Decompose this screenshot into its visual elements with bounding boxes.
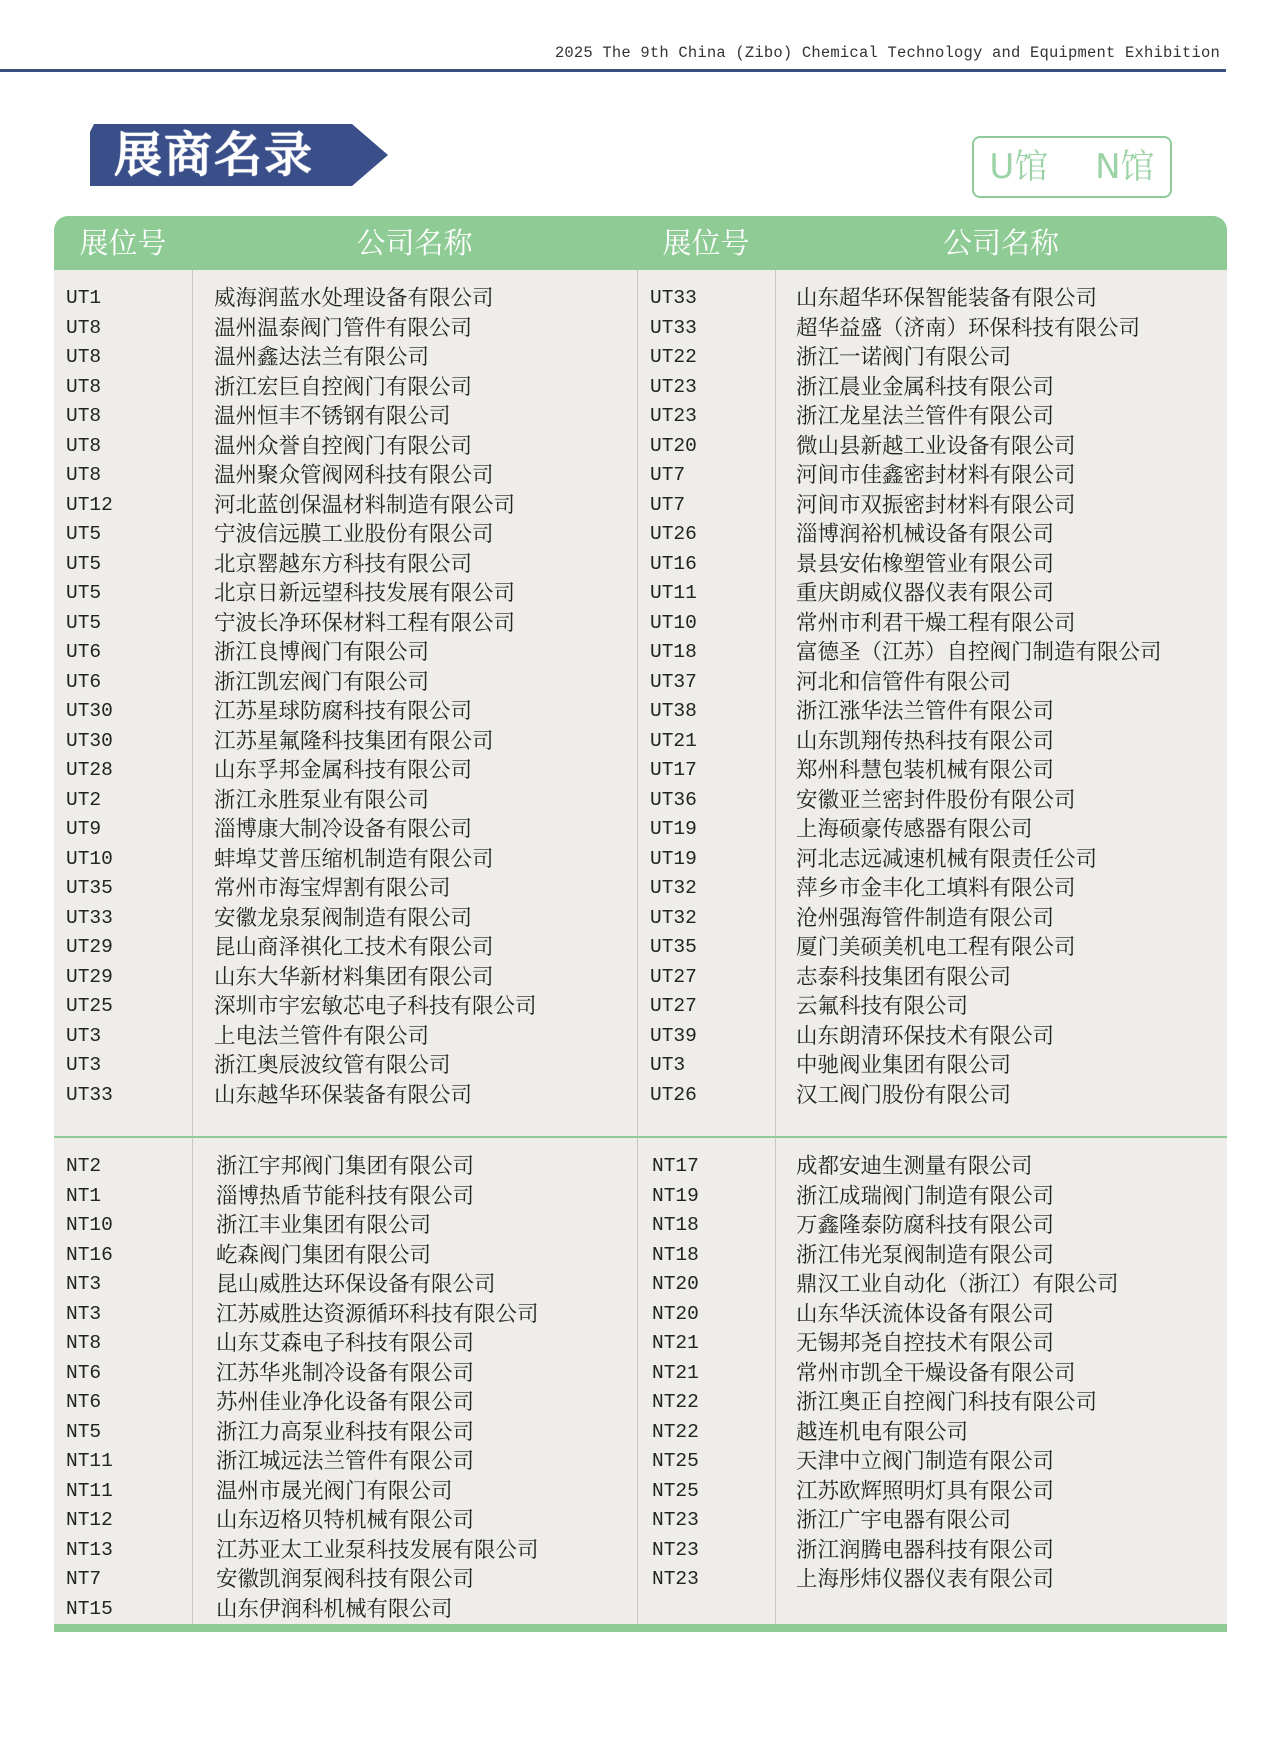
company-name: 山东迈格贝特机械有限公司 bbox=[216, 1508, 475, 1533]
booth-number: UT3 bbox=[66, 1024, 102, 1047]
company-name: 安徽凯润泵阀科技有限公司 bbox=[216, 1567, 475, 1592]
booth-number: NT19 bbox=[652, 1184, 699, 1207]
header-company-left: 公司名称 bbox=[356, 226, 473, 260]
company-name: 宁波长净环保材料工程有限公司 bbox=[214, 610, 516, 636]
company-name: 浙江一诺阀门有限公司 bbox=[796, 345, 1012, 370]
booth-number: UT8 bbox=[66, 434, 102, 457]
company-name: 蚌埠艾普压缩机制造有限公司 bbox=[214, 846, 494, 872]
booth-number: NT5 bbox=[66, 1420, 102, 1443]
company-name: 浙江成瑞阀门制造有限公司 bbox=[796, 1183, 1055, 1209]
booth-number: UT7 bbox=[650, 464, 686, 486]
booth-number: UT8 bbox=[66, 346, 102, 368]
booth-number: UT6 bbox=[66, 641, 102, 663]
company-name: 上海彤炜仪器仪表有限公司 bbox=[796, 1567, 1055, 1592]
company-name: 江苏华兆制冷设备有限公司 bbox=[216, 1360, 475, 1386]
company-name: 温州温泰阀门管件有限公司 bbox=[214, 315, 473, 341]
exhibition-title: 2025 The 9th China (Zibo) Chemical Technology and Equipment Exhibition bbox=[554, 44, 1220, 62]
company-name: 无锡邦尧自控技术有限公司 bbox=[796, 1331, 1055, 1356]
header-rule bbox=[0, 69, 1226, 72]
company-name: 浙江凯宏阀门有限公司 bbox=[214, 669, 430, 695]
company-name: 浙江涨华法兰管件有限公司 bbox=[796, 699, 1055, 724]
company-name: 浙江宏巨自控阀门有限公司 bbox=[214, 374, 473, 400]
company-name: 昆山商泽祺化工技术有限公司 bbox=[214, 935, 494, 960]
booth-number: NT25 bbox=[652, 1479, 699, 1502]
company-name: 威海润蓝水处理设备有限公司 bbox=[214, 286, 494, 311]
booth-number: NT3 bbox=[66, 1302, 102, 1325]
company-name: 宁波信远膜工业股份有限公司 bbox=[214, 522, 494, 547]
company-name: 浙江力高泵业科技有限公司 bbox=[216, 1419, 475, 1445]
company-name: 云氟科技有限公司 bbox=[796, 994, 969, 1019]
company-name: 浙江良博阀门有限公司 bbox=[214, 640, 430, 665]
booth-number: UT5 bbox=[66, 582, 102, 604]
booth-number: UT19 bbox=[650, 847, 697, 870]
company-name: 萍乡市金丰化工填料有限公司 bbox=[796, 876, 1076, 901]
company-name: 沧州强海管件制造有限公司 bbox=[796, 905, 1055, 931]
company-name: 深圳市宇宏敏芯电子科技有限公司 bbox=[214, 994, 537, 1019]
booth-number: NT3 bbox=[66, 1273, 102, 1295]
booth-number: UT7 bbox=[650, 493, 686, 516]
booth-number: NT18 bbox=[652, 1243, 699, 1266]
company-name: 郑州科慧包装机械有限公司 bbox=[796, 758, 1055, 783]
booth-number: NT23 bbox=[652, 1568, 699, 1590]
booth-number: UT8 bbox=[66, 405, 102, 427]
booth-number: NT15 bbox=[66, 1597, 113, 1620]
company-name: 昆山威胜达环保设备有限公司 bbox=[216, 1272, 496, 1297]
company-name: 河间市佳鑫密封材料有限公司 bbox=[796, 463, 1076, 488]
booth-number: UT27 bbox=[650, 965, 697, 988]
company-name: 浙江丰业集团有限公司 bbox=[216, 1213, 432, 1238]
booth-number: NT11 bbox=[66, 1450, 113, 1472]
company-name: 中驰阀业集团有限公司 bbox=[796, 1053, 1012, 1078]
company-name: 浙江伟光泵阀制造有限公司 bbox=[796, 1242, 1055, 1268]
booth-number: UT32 bbox=[650, 877, 697, 899]
company-name: 淄博润裕机械设备有限公司 bbox=[796, 522, 1055, 547]
column-divider bbox=[192, 270, 193, 1624]
exhibitor-directory-banner bbox=[90, 124, 390, 186]
company-name: 上海硕豪传感器有限公司 bbox=[796, 817, 1033, 842]
booth-number: NT8 bbox=[66, 1332, 102, 1354]
header-booth-left: 展位号 bbox=[79, 226, 167, 260]
company-name: 浙江奥正自控阀门科技有限公司 bbox=[796, 1390, 1098, 1415]
booth-number: UT18 bbox=[650, 641, 697, 663]
booth-number: UT9 bbox=[66, 818, 102, 840]
company-name: 山东凯翔传热科技有限公司 bbox=[796, 728, 1055, 754]
booth-number: NT21 bbox=[652, 1332, 699, 1354]
company-name: 山东超华环保智能装备有限公司 bbox=[796, 286, 1098, 311]
company-name: 浙江奥辰波纹管有限公司 bbox=[214, 1053, 451, 1078]
company-name: 北京罂越东方科技有限公司 bbox=[214, 551, 473, 577]
company-name: 浙江润腾电器科技有限公司 bbox=[796, 1537, 1055, 1563]
company-name: 河间市双振密封材料有限公司 bbox=[796, 492, 1076, 518]
company-name: 淄博康大制冷设备有限公司 bbox=[214, 817, 473, 842]
company-name: 重庆朗威仪器仪表有限公司 bbox=[796, 581, 1055, 606]
booth-number: UT8 bbox=[66, 316, 102, 339]
company-name: 屹森阀门集团有限公司 bbox=[216, 1242, 432, 1268]
booth-number: UT1 bbox=[66, 287, 102, 309]
company-name: 浙江龙星法兰管件有限公司 bbox=[796, 404, 1055, 429]
booth-number: UT25 bbox=[66, 995, 113, 1017]
booth-number: UT17 bbox=[650, 759, 697, 781]
booth-number: UT6 bbox=[66, 670, 102, 693]
booth-number: UT36 bbox=[650, 788, 697, 811]
booth-number: NT16 bbox=[66, 1243, 113, 1266]
company-name: 北京日新远望科技发展有限公司 bbox=[214, 581, 516, 606]
company-name: 浙江永胜泵业有限公司 bbox=[214, 787, 430, 813]
company-name: 上电法兰管件有限公司 bbox=[214, 1023, 430, 1049]
company-name: 山东孚邦金属科技有限公司 bbox=[214, 758, 473, 783]
booth-number: UT10 bbox=[650, 611, 697, 634]
booth-number: NT10 bbox=[66, 1214, 113, 1236]
booth-number: UT33 bbox=[66, 906, 113, 929]
company-name: 浙江宇邦阀门集团有限公司 bbox=[216, 1154, 475, 1179]
booth-number: UT23 bbox=[650, 375, 697, 398]
booth-number: NT22 bbox=[652, 1420, 699, 1443]
company-name: 淄博热盾节能科技有限公司 bbox=[216, 1183, 475, 1209]
company-name: 苏州佳业净化设备有限公司 bbox=[216, 1390, 475, 1415]
company-name: 常州市凯全干燥设备有限公司 bbox=[796, 1360, 1076, 1386]
company-name: 安徽龙泉泵阀制造有限公司 bbox=[214, 905, 473, 931]
booth-number: UT37 bbox=[650, 670, 697, 693]
company-name: 山东大华新材料集团有限公司 bbox=[214, 964, 494, 990]
company-name: 志泰科技集团有限公司 bbox=[796, 964, 1012, 990]
company-name: 浙江晨业金属科技有限公司 bbox=[796, 374, 1055, 400]
booth-number: NT25 bbox=[652, 1450, 699, 1472]
company-name: 鼎汉工业自动化（浙江）有限公司 bbox=[796, 1272, 1119, 1297]
booth-number: UT26 bbox=[650, 523, 697, 545]
company-name: 景县安佑橡塑管业有限公司 bbox=[796, 551, 1055, 577]
booth-number: UT32 bbox=[650, 906, 697, 929]
booth-number: NT23 bbox=[652, 1538, 699, 1561]
booth-number: UT16 bbox=[650, 552, 697, 575]
company-name: 汉工阀门股份有限公司 bbox=[796, 1082, 1012, 1108]
company-name: 微山县新越工业设备有限公司 bbox=[796, 433, 1076, 459]
company-name: 江苏星球防腐科技有限公司 bbox=[214, 699, 473, 724]
company-name: 超华益盛（济南）环保科技有限公司 bbox=[796, 315, 1141, 341]
company-name: 浙江广宇电器有限公司 bbox=[796, 1508, 1012, 1533]
booth-number: NT18 bbox=[652, 1214, 699, 1236]
booth-number: UT30 bbox=[66, 729, 113, 752]
booth-number: UT12 bbox=[66, 493, 113, 516]
company-name: 常州市利君干燥工程有限公司 bbox=[796, 610, 1076, 636]
booth-number: UT33 bbox=[66, 1083, 113, 1106]
company-name: 江苏星氟隆科技集团有限公司 bbox=[214, 728, 494, 754]
booth-number: NT2 bbox=[66, 1155, 102, 1177]
booth-number: UT33 bbox=[650, 316, 697, 339]
company-name: 安徽亚兰密封件股份有限公司 bbox=[796, 787, 1076, 813]
booth-number: UT30 bbox=[66, 700, 113, 722]
company-name: 浙江城远法兰管件有限公司 bbox=[216, 1449, 475, 1474]
booth-number: NT11 bbox=[66, 1479, 113, 1502]
booth-number: UT5 bbox=[66, 523, 102, 545]
booth-number: NT1 bbox=[66, 1184, 102, 1207]
company-name: 越连机电有限公司 bbox=[796, 1419, 969, 1445]
booth-number: UT35 bbox=[66, 877, 113, 899]
booth-number: NT12 bbox=[66, 1509, 113, 1531]
booth-number: UT33 bbox=[650, 287, 697, 309]
company-name: 温州众誉自控阀门有限公司 bbox=[214, 433, 473, 459]
company-name: 山东华沃流体设备有限公司 bbox=[796, 1301, 1055, 1327]
company-name: 成都安迪生测量有限公司 bbox=[796, 1154, 1033, 1179]
company-name: 万鑫隆泰防腐科技有限公司 bbox=[796, 1213, 1055, 1238]
booth-number: UT11 bbox=[650, 582, 697, 604]
company-name: 山东朗清环保技术有限公司 bbox=[796, 1023, 1055, 1049]
hall-label: U馆 N馆 bbox=[972, 136, 1172, 198]
booth-number: NT23 bbox=[652, 1509, 699, 1531]
header-booth-right: 展位号 bbox=[662, 226, 750, 260]
company-name: 温州聚众管阀网科技有限公司 bbox=[214, 463, 494, 488]
company-name: 富德圣（江苏）自控阀门制造有限公司 bbox=[796, 640, 1162, 665]
column-divider bbox=[637, 270, 638, 1624]
booth-number: NT20 bbox=[652, 1302, 699, 1325]
booth-number: UT19 bbox=[650, 818, 697, 840]
company-name: 河北蓝创保温材料制造有限公司 bbox=[214, 492, 516, 518]
banner-title: 展商名录 bbox=[114, 127, 315, 183]
hall-section-divider bbox=[54, 1136, 1227, 1138]
company-name: 山东越华环保装备有限公司 bbox=[214, 1082, 473, 1108]
company-name: 江苏亚太工业泵科技发展有限公司 bbox=[216, 1537, 539, 1563]
booth-number: UT8 bbox=[66, 464, 102, 486]
booth-number: UT5 bbox=[66, 611, 102, 634]
booth-number: NT13 bbox=[66, 1538, 113, 1561]
booth-number: UT3 bbox=[66, 1054, 102, 1076]
company-name: 山东艾森电子科技有限公司 bbox=[216, 1331, 475, 1356]
header-company-right: 公司名称 bbox=[942, 226, 1059, 260]
booth-number: UT23 bbox=[650, 405, 697, 427]
booth-number: UT29 bbox=[66, 936, 113, 958]
booth-number: NT6 bbox=[66, 1391, 102, 1413]
booth-number: UT20 bbox=[650, 434, 697, 457]
table-body bbox=[54, 270, 1227, 1624]
booth-number: NT17 bbox=[652, 1155, 699, 1177]
company-name: 厦门美硕美机电工程有限公司 bbox=[796, 935, 1076, 960]
company-name: 江苏欧辉照明灯具有限公司 bbox=[796, 1478, 1055, 1504]
booth-number: NT7 bbox=[66, 1568, 102, 1590]
table-header bbox=[54, 216, 1227, 270]
company-name: 山东伊润科机械有限公司 bbox=[216, 1596, 453, 1622]
booth-number: NT6 bbox=[66, 1361, 102, 1384]
booth-number: UT8 bbox=[66, 375, 102, 398]
booth-number: UT2 bbox=[66, 788, 102, 811]
booth-number: UT29 bbox=[66, 965, 113, 988]
exhibitor-table bbox=[54, 216, 1227, 1630]
company-name: 温州恒丰不锈钢有限公司 bbox=[214, 404, 451, 429]
booth-number: UT26 bbox=[650, 1083, 697, 1106]
booth-number: UT27 bbox=[650, 995, 697, 1017]
booth-number: NT22 bbox=[652, 1391, 699, 1413]
company-name: 温州鑫达法兰有限公司 bbox=[214, 345, 430, 370]
booth-number: UT3 bbox=[650, 1054, 686, 1076]
booth-number: UT10 bbox=[66, 847, 113, 870]
company-name: 常州市海宝焊割有限公司 bbox=[214, 876, 451, 901]
booth-number: UT39 bbox=[650, 1024, 697, 1047]
column-divider bbox=[775, 270, 776, 1624]
booth-number: NT20 bbox=[652, 1273, 699, 1295]
booth-number: UT22 bbox=[650, 346, 697, 368]
booth-number: UT21 bbox=[650, 729, 697, 752]
booth-number: UT28 bbox=[66, 759, 113, 781]
company-name: 天津中立阀门制造有限公司 bbox=[796, 1449, 1055, 1474]
booth-number: UT35 bbox=[650, 936, 697, 958]
company-name: 河北志远减速机械有限责任公司 bbox=[796, 846, 1098, 872]
booth-number: UT5 bbox=[66, 552, 102, 575]
table-bottom-bar bbox=[54, 1624, 1227, 1632]
booth-number: NT21 bbox=[652, 1361, 699, 1384]
company-name: 河北和信管件有限公司 bbox=[796, 669, 1012, 695]
company-name: 温州市晟光阀门有限公司 bbox=[216, 1478, 453, 1504]
booth-number: UT38 bbox=[650, 700, 697, 722]
company-name: 江苏威胜达资源循环科技有限公司 bbox=[216, 1301, 539, 1327]
